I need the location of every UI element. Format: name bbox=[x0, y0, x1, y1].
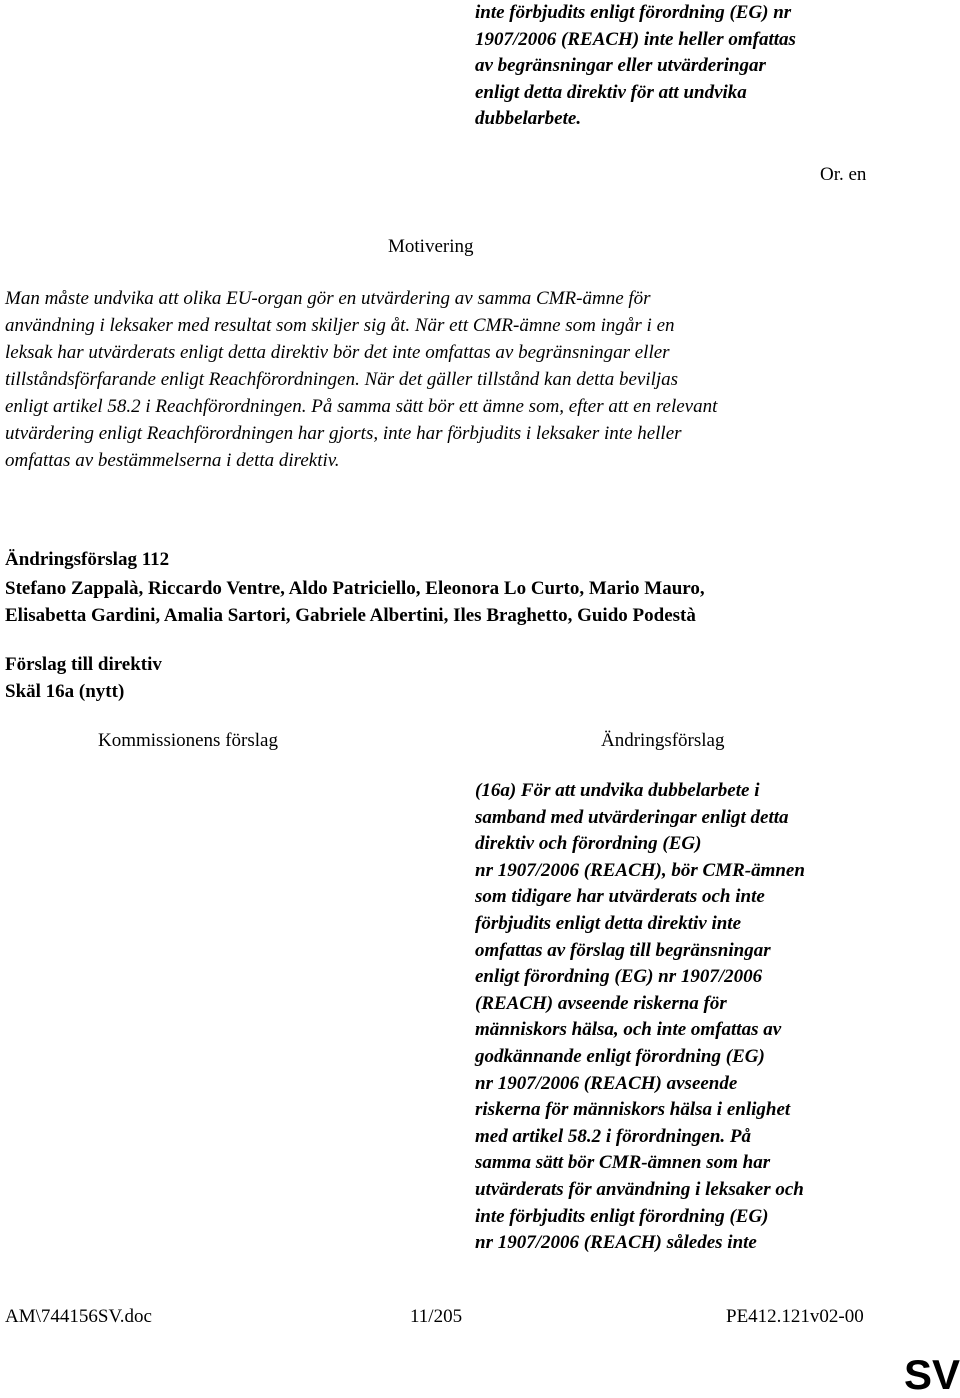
amendment-authors bbox=[5, 575, 705, 629]
text-line: omfattas av bestämmelserna i detta direktiv. bbox=[5, 450, 340, 471]
text-line: människors hälsa, och inte omfattas av bbox=[475, 1019, 782, 1041]
original-language-note: Or. en bbox=[820, 164, 867, 185]
text-line: godkännande enligt förordning (EG) bbox=[475, 1045, 765, 1067]
text-line: utvärdering enligt Reachförordningen har gjorts, inte har förbjudits i leksaker inte heller bbox=[5, 423, 682, 444]
text-line: enligt detta direktiv för att undvika bbox=[475, 81, 747, 103]
text-line: nr 1907/2006 (REACH) således inte bbox=[475, 1232, 757, 1254]
text-line: (REACH) avseende riskerna för bbox=[475, 992, 727, 1014]
footer-doc-reference: AM\744156SV.doc bbox=[5, 1306, 152, 1327]
text-line: inte förbjudits enligt förordning (EG) nr bbox=[475, 2, 792, 23]
text-line: användning i leksaker med resultat som skiljer sig åt. När ett CMR-ämne som ingår i en bbox=[5, 315, 675, 336]
language-badge: SV bbox=[903, 1351, 960, 1398]
text-line: samma sätt bör CMR-ämnen som har bbox=[475, 1152, 771, 1174]
author-line: Stefano Zappalà, Riccardo Ventre, Aldo Patriciello, Eleonora Lo Curto, Mario Mauro, bbox=[5, 578, 705, 599]
footer-pe-reference: PE412.121v02-00 bbox=[726, 1306, 864, 1327]
text-line: dubbelarbete. bbox=[475, 108, 582, 129]
column-header-commission: Kommissionens förslag bbox=[98, 730, 278, 751]
text-line: av begränsningar eller utvärderingar bbox=[475, 55, 766, 76]
text-line: 1907/2006 (REACH) inte heller omfattas bbox=[475, 28, 796, 50]
text-line: Man måste undvika att olika EU-organ gör en utvärdering av samma CMR-ämne för bbox=[5, 288, 651, 309]
proposal-reference bbox=[5, 651, 162, 705]
motivering-text bbox=[5, 285, 717, 474]
text-line: enligt förordning (EG) nr 1907/2006 bbox=[475, 966, 763, 988]
text-line: direktiv och förordning (EG) bbox=[475, 833, 702, 855]
column-header-amendment: Ändringsförslag bbox=[601, 730, 725, 751]
text-line: nr 1907/2006 (REACH) avseende bbox=[475, 1072, 738, 1094]
text-line: som tidigare har utvärderats och inte bbox=[475, 886, 765, 908]
text-line: omfattas av förslag till begränsningar bbox=[475, 939, 771, 961]
text-line: utvärderats för användning i leksaker och bbox=[475, 1178, 804, 1200]
text-line: samband med utvärderingar enligt detta bbox=[475, 806, 789, 828]
text-line: leksak har utvärderats enligt detta direktiv bör det inte omfattas av begränsningar eller bbox=[5, 342, 670, 363]
motivering-heading: Motivering bbox=[388, 236, 474, 257]
continued-amendment-text bbox=[475, 0, 915, 133]
recital-label: Skäl 16a (nytt) bbox=[5, 681, 125, 702]
text-line: inte förbjudits enligt förordning (EG) bbox=[475, 1205, 769, 1227]
author-line: Elisabetta Gardini, Amalia Sartori, Gabriele Albertini, Iles Braghetto, Guido Podestà bbox=[5, 605, 696, 626]
text-line: (16a) För att undvika dubbelarbete i bbox=[475, 780, 760, 801]
text-line: tillståndsförfarande enligt Reachförordningen. När det gäller tillstånd kan detta beviljas bbox=[5, 369, 679, 390]
footer-page-number: 11/205 bbox=[410, 1306, 463, 1327]
text-line: nr 1907/2006 (REACH), bör CMR-ämnen bbox=[475, 859, 805, 881]
text-line: med artikel 58.2 i förordningen. På bbox=[475, 1125, 752, 1147]
text-line: enligt artikel 58.2 i Reachförordningen. På samma sätt bör ett ämne som, efter att en relevant bbox=[5, 396, 718, 417]
amendment-text bbox=[475, 778, 805, 1257]
text-line: riskerna för människors hälsa i enlighet bbox=[475, 1099, 791, 1121]
proposal-title: Förslag till direktiv bbox=[5, 654, 162, 675]
text-line: förbjudits enligt detta direktiv inte bbox=[475, 912, 741, 934]
amendment-number: Ändringsförslag 112 bbox=[5, 549, 170, 570]
